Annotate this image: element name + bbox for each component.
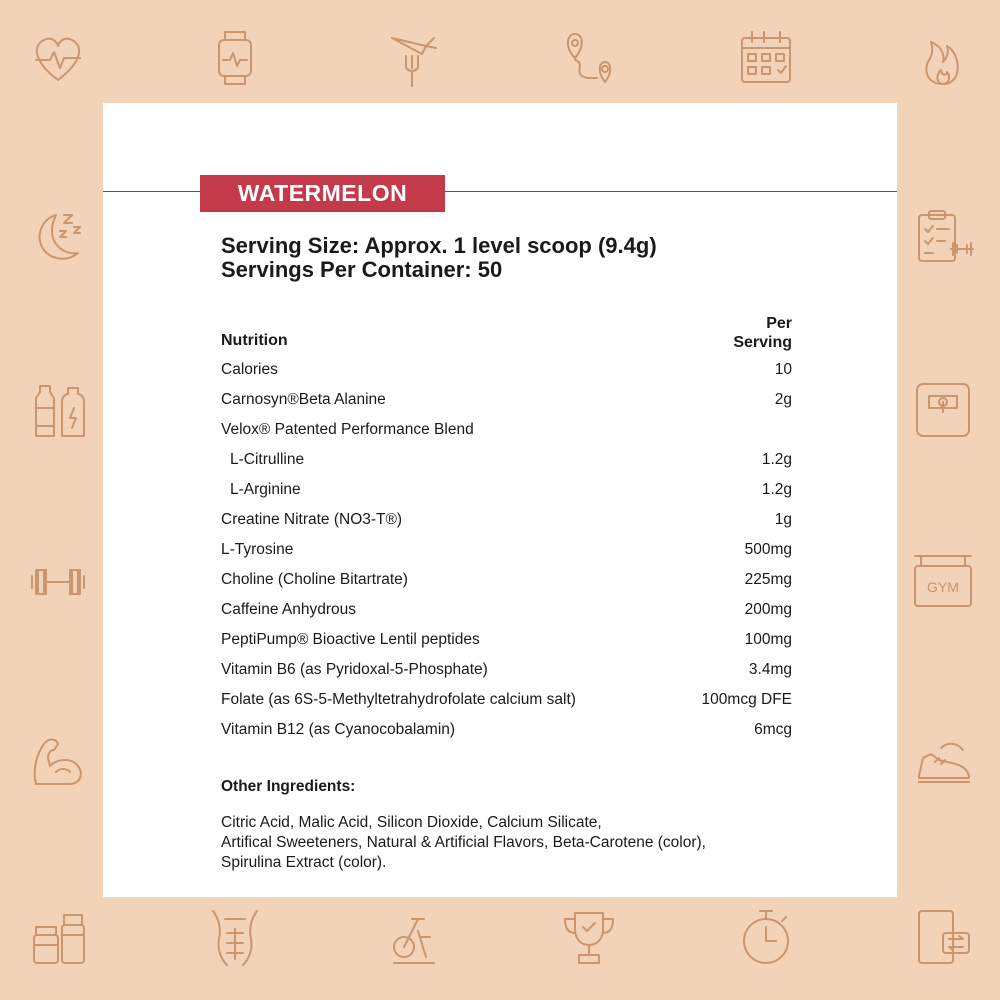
other-ingredients-line: Artifical Sweeteners, Natural & Artificial Flavors, Beta-Carotene (color), <box>221 834 706 851</box>
ingredient-name: L-Citrulline <box>230 451 305 468</box>
ingredient-name: Vitamin B12 (as Cyanocobalamin) <box>221 721 456 738</box>
ingredient-name: Calories <box>221 361 278 378</box>
ingredient-amount: 6mcg <box>754 721 792 738</box>
stopwatch-icon <box>734 905 798 969</box>
table-row <box>221 418 792 448</box>
ingredient-name: Velox® Patented Performance Blend <box>221 421 474 438</box>
nutrition-table <box>221 358 792 748</box>
per-serving-column-header <box>733 314 792 352</box>
workout-plan-icon <box>911 205 975 269</box>
ingredient-amount: 100mg <box>744 631 792 648</box>
serving-size: Serving Size: Approx. 1 level scoop (9.4g) <box>221 233 657 258</box>
per-serving-header-line1: Per <box>766 315 792 332</box>
flavor-badge: WATERMELON <box>200 175 445 212</box>
supplement-jars-icon <box>26 905 90 969</box>
table-row <box>221 358 792 388</box>
table-row <box>221 688 792 718</box>
sleep-moon-icon <box>26 205 90 269</box>
table-row <box>221 598 792 628</box>
dumbbell-icon <box>26 550 90 614</box>
exercise-bike-icon <box>380 905 444 969</box>
table-row <box>221 658 792 688</box>
table-row <box>221 568 792 598</box>
ingredient-amount: 3.4mg <box>748 661 792 678</box>
smartwatch-icon <box>203 26 267 90</box>
ingredient-name: Carnosyn®Beta Alanine <box>221 391 386 408</box>
table-row <box>221 538 792 568</box>
flame-icon <box>911 26 975 90</box>
table-row <box>221 508 792 538</box>
serving-info <box>221 234 657 282</box>
abs-torso-icon <box>203 905 267 969</box>
table-row <box>221 718 792 748</box>
trophy-icon <box>557 905 621 969</box>
carrot-fork-icon <box>380 26 444 90</box>
gym-sign-text: GYM <box>927 579 959 595</box>
scale-icon <box>911 378 975 442</box>
ingredient-amount: 100mcg DFE <box>701 691 792 708</box>
running-shoe-icon <box>911 728 975 792</box>
ingredient-amount: 500mg <box>744 541 792 558</box>
ingredient-amount: 1g <box>774 511 792 528</box>
calendar-icon <box>734 26 798 90</box>
ingredient-name: PeptiPump® Bioactive Lentil peptides <box>221 631 480 648</box>
table-row <box>221 628 792 658</box>
ingredient-name: Caffeine Anhydrous <box>221 601 357 618</box>
ingredient-amount: 1.2g <box>761 481 792 498</box>
table-row <box>221 388 792 418</box>
ingredient-amount: 10 <box>774 361 792 378</box>
heart-rate-icon <box>26 26 90 90</box>
ingredient-amount: 1.2g <box>761 451 792 468</box>
table-row <box>221 448 792 478</box>
ingredient-name: Creatine Nitrate (NO3-T®) <box>221 511 403 528</box>
nutrition-column-header: Nutrition <box>221 332 288 349</box>
ingredient-name: L-Arginine <box>230 481 301 498</box>
gym-sign-icon <box>911 550 975 614</box>
ingredient-amount: 225mg <box>744 571 792 588</box>
table-row <box>221 478 792 508</box>
ingredient-name: Choline (Choline Bitartrate) <box>221 571 408 588</box>
ingredient-amount: 2g <box>774 391 792 408</box>
ingredient-name: L-Tyrosine <box>221 541 294 558</box>
flexed-arm-icon <box>26 728 90 792</box>
ingredient-name: Folate (as 6S-5-Methyltetrahydrofolate calcium salt) <box>221 691 576 708</box>
per-serving-header-line2: Serving <box>733 334 792 351</box>
water-bottle-icon <box>26 378 90 442</box>
other-ingredients-list <box>221 813 821 873</box>
route-map-icon <box>557 26 621 90</box>
other-ingredients-line: Spirulina Extract (color). <box>221 854 387 871</box>
nutrition-card <box>103 103 897 897</box>
other-ingredients-line: Citric Acid, Malic Acid, Silicon Dioxide, Calcium Silicate, <box>221 814 602 831</box>
servings-per-container: Servings Per Container: 50 <box>221 257 503 282</box>
ingredient-name: Vitamin B6 (as Pyridoxal-5-Phosphate) <box>221 661 488 678</box>
tablet-exchange-icon <box>911 905 975 969</box>
other-ingredients-heading: Other Ingredients: <box>221 778 356 795</box>
ingredient-amount: 200mg <box>744 601 792 618</box>
